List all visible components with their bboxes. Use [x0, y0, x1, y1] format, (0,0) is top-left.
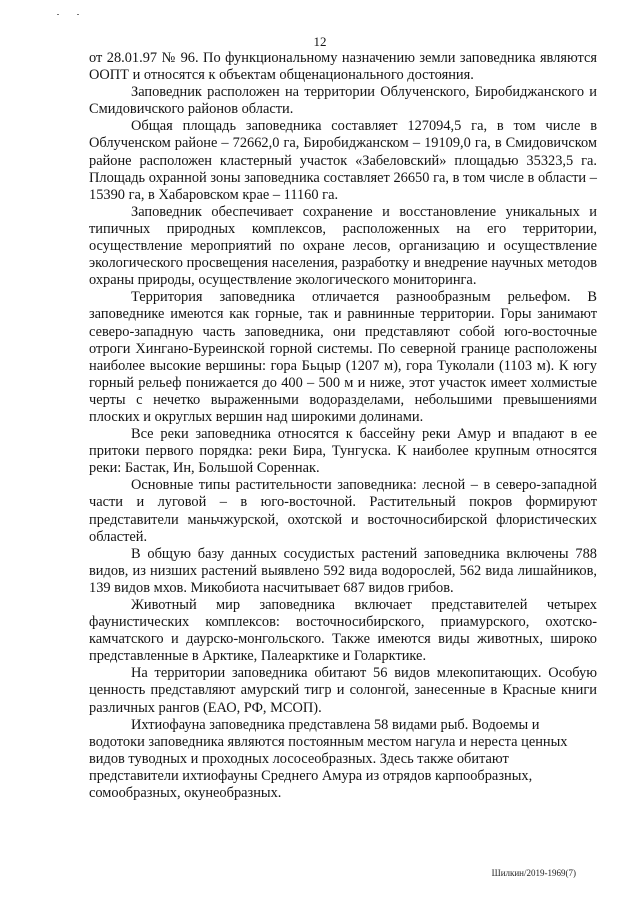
- paragraph: Основные типы растительности заповедника: лесной – в северо-западной части и луговой – в юго-восточной. Растительный покров формируют представители маньчжурской, охотской и восточносибирской флористических областей.: [89, 477, 597, 545]
- paragraph: Территория заповедника отличается разнообразным рельефом. В заповеднике имеются как горные, так и равнинные территории. Горы занимают северо-западную часть заповедника, они представляют собой юго-восточные отроги Хингано-Буреинской горной системы. По северной границе расположены наиболее высокие вершины: гора Бьцыр (1207 м), гора Туколали (1103 м). К югу горный рельеф понижается до 400 – 500 м и ниже, этот участок имеет холмистые черты с нечетко выраженными водоразделами, небольшими превышениями плоских и округлых вершин над широкими долинами.: [89, 289, 597, 425]
- document-body: [89, 50, 597, 802]
- document-code: Шилкин/2019-1969(7): [491, 868, 576, 878]
- scan-mark: [77, 14, 79, 15]
- paragraph: от 28.01.97 № 96. По функциональному назначению земли заповедника являются ООПТ и относятся к объектам общенационального достояния.: [89, 50, 597, 84]
- paragraph: Общая площадь заповедника составляет 127094,5 га, в том числе в Облученском районе – 72662,0 га, Биробиджанском – 19109,0 га, в Смидовичском районе расположен кластерный участок «Забеловский» площадью 35323,5 га. Площадь охранной зоны заповедника составляет 26650 га, в том числе в области – 15390 га, в Хабаровском крае – 11160 га.: [89, 118, 597, 203]
- paragraph: Заповедник обеспечивает сохранение и восстановление уникальных и типичных природных комплексов, расположенных на его территории, осуществление мероприятий по охране лесов, организацию и осуществление экологического просвещения населения, разработку и внедрение научных методов охраны природы, осуществление экологического мониторинга.: [89, 203, 597, 289]
- paragraph: Животный мир заповедника включает представителей четырех фаунистических комплексов: восточносибирского, приамурского, охотско-камчатского и даурско-монгольского. Также имеются виды животных, широко представленные в Арктике, Палеарктике и Голарктике.: [89, 597, 597, 665]
- scan-mark: [57, 14, 59, 15]
- paragraph: Ихтиофауна заповедника представлена 58 видами рыб. Водоемы и водотоки заповедника являются постоянным местом нагула и нереста ценных видов туводных и проходных лососеобразных. Здесь также обитают представители ихтиофауны Среднего Амура из отрядов карпообразных, сомообразных, окунеобразных.: [89, 716, 568, 802]
- paragraph: В общую базу данных сосудистых растений заповедника включены 788 видов, из низших растений выявлено 592 вида водорослей, 562 вида лишайников, 139 видов мхов. Микобиота насчитывает 687 видов грибов.: [89, 545, 597, 596]
- page-number: 12: [313, 34, 327, 49]
- paragraph: На территории заповедника обитают 56 видов млекопитающих. Особую ценность представляют амурский тигр и солонгой, занесенные в Красные книги различных рангов (ЕАО, РФ, МСОП).: [89, 665, 597, 716]
- paragraph: Все реки заповедника относятся к бассейну реки Амур и впадают в ее притоки первого порядка: реки Бира, Тунгуска. К наиболее крупным относятся реки: Бастак, Ин, Большой Сореннак.: [89, 426, 597, 477]
- paragraph: Заповедник расположен на территории Облученского, Биробиджанского и Смидовичского районов области.: [89, 84, 597, 118]
